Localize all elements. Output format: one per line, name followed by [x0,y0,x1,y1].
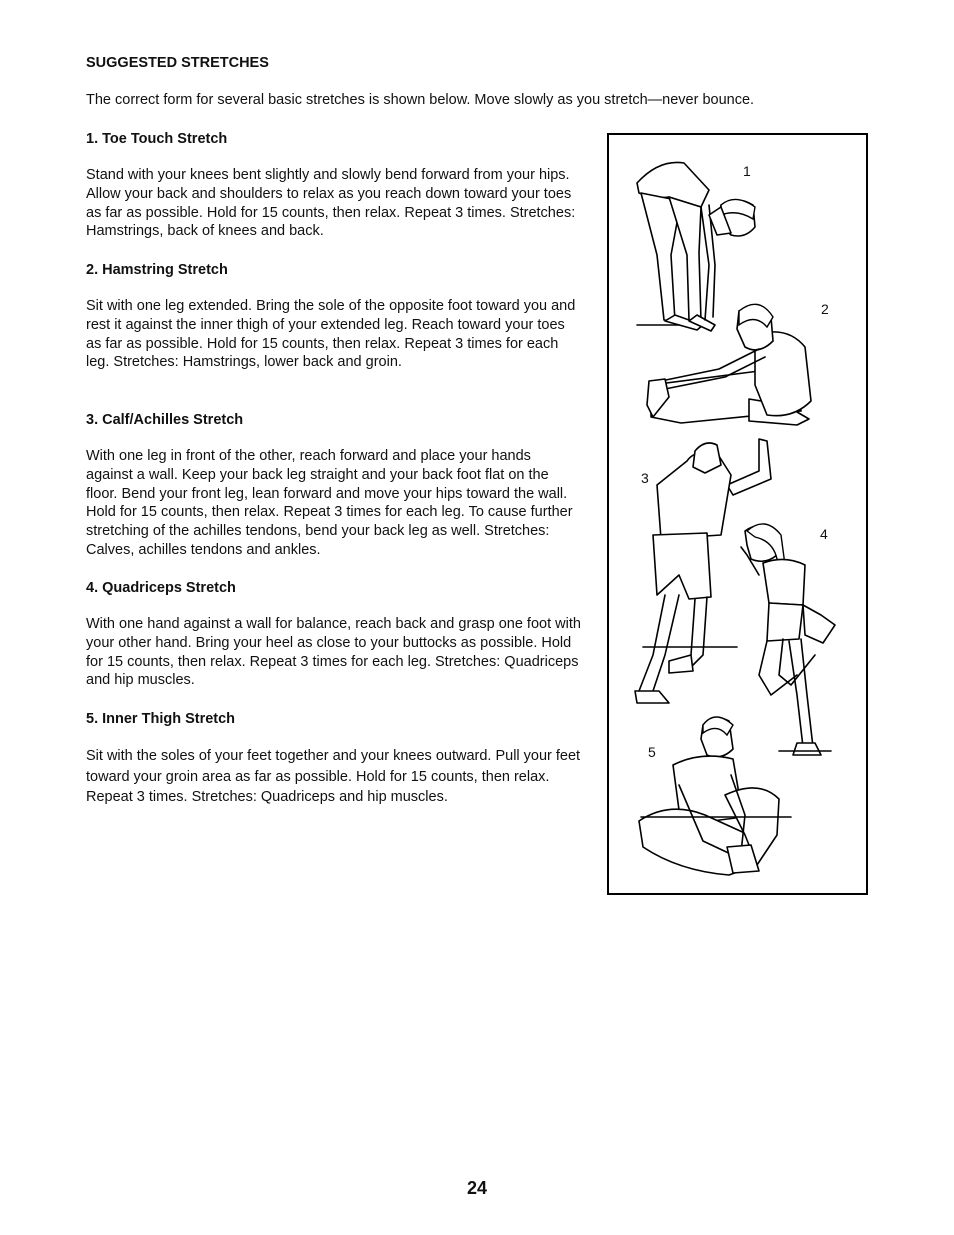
figure-label-5: 5 [648,744,656,760]
page-heading: SUGGESTED STRETCHES [86,55,269,71]
section-body: With one leg in front of the other, reach forward and place your hands against a wall. Keep your back leg straight and your back foot flat on the floor. Bend your front leg, lean forward and move your hips toward the wall. Hold for 15 counts, then relax. Repeat 3 times for each leg. To cause further stretching of the achilles tendons, bend your back leg as well. Stretches: Calves, achilles tendons and ankles. [86,448,573,558]
stretches-illustration [607,133,868,895]
section-body: Sit with the soles of your feet together and your knees outward. Pull your feet toward your groin area as far as possible. Hold for 15 counts, then relax. Repeat 3 times. Stretches: Quadriceps and hip muscles. [86,748,581,805]
section-body: With one hand against a wall for balance, reach back and grasp one foot with your other hand. Bring your heel as close to your buttocks as possible. Hold for 15 counts, then relax. Repeat 3 times for each leg. Stretches: Quadriceps and hip muscles. [86,616,581,689]
section-title: 5. Inner Thigh Stretch [86,711,236,727]
figure-calf-achilles [635,439,771,703]
section-hamstring [86,261,581,372]
section-title: 3. Calf/Achilles Stretch [86,412,244,428]
section-title: 2. Hamstring Stretch [86,262,228,278]
section-title: 4. Quadriceps Stretch [86,580,236,596]
figure-label-2: 2 [821,301,829,317]
figure-label-3: 3 [641,470,649,486]
stretches-drawing [609,135,866,893]
figure-inner-thigh [639,717,791,875]
section-body: Sit with one leg extended. Bring the sole of the opposite foot toward you and rest it against the inner thigh of your extended leg. Reach toward your toes as far as possible. Hold for 15 counts, then relax. Repeat 3 times for each leg. Stretches: Hamstrings, lower back and groin. [86,298,576,371]
section-body: Stand with your knees bent slightly and slowly bend forward from your hips. Allow your back and shoulders to relax as you reach down toward your toes as far as possible. Hold for 15 counts, then relax. Repeat 3 times. Stretches: Hamstrings, back of knees and back. [86,167,576,240]
section-inner-thigh [86,710,581,808]
section-title: 1. Toe Touch Stretch [86,131,228,147]
section-quadriceps [86,579,581,690]
section-toe-touch [86,130,581,241]
intro-paragraph: The correct form for several basic stretches is shown below. Move slowly as you stretch—never bounce. [86,92,755,108]
figure-label-4: 4 [820,526,828,542]
page-number: 24 [466,1178,488,1198]
figure-quadriceps [741,524,835,755]
section-calf-achilles [86,411,581,560]
figure-label-1: 1 [743,163,751,179]
figure-toe-touch [637,162,755,331]
